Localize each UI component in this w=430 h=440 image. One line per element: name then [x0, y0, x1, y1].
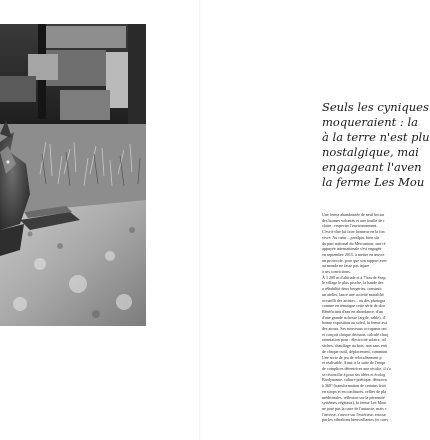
body-line: des bonnes volontés et une feuille de r	[322, 217, 385, 223]
body-line: bonne exposition au soleil, la ferme ava	[322, 320, 388, 326]
headline-line: Seuls les cyniques	[322, 100, 429, 114]
body-line: en sirops et en confitures, cellier de pla	[322, 388, 387, 394]
body-line: un protocole, pour que son rapport avec	[322, 257, 388, 263]
body-line: appuyée internationale s'est engagée	[322, 246, 382, 252]
body-line: le village le plus proche, la bande des	[322, 280, 384, 286]
page-gutter	[199, 0, 201, 440]
cat-photo-image	[0, 24, 146, 326]
article-body	[322, 212, 400, 423]
body-line: ne joue pas la carte de l'autarcie, mais c	[322, 405, 387, 411]
body-line: l'inverse, s'ouvre sur l'extérieur, encour	[322, 411, 386, 417]
body-line: Biodynamie, culture poétique, démocra	[322, 377, 387, 383]
body-line: se réconcilie à pour ses idées et écolog	[322, 371, 386, 377]
body-line: au monde ne fasse pas injure	[322, 263, 370, 269]
body-line: comme en témoigne cette série de dou	[322, 303, 385, 309]
body-line: À 1 200 m d'altitude et à 7 km de Sosp	[322, 274, 386, 280]
cat-photo	[0, 24, 146, 326]
body-line: vivre. Au cœur – préalpin, bien sûr	[322, 234, 380, 240]
body-line: Une sorte de jeu de relocalisement p	[322, 354, 382, 360]
body-line: C'est-à-dire lui faire honneur en la fon	[322, 229, 385, 235]
body-line: des atouts. Ses nouveaux occupants ont	[322, 326, 387, 332]
body-line: à 360° (transformation de certains fruit	[322, 383, 386, 389]
body-line: Une ferme abandonnée de neuf hectar	[322, 212, 385, 217]
body-line: à ses convictions.	[322, 269, 351, 275]
body-line: orientation pour : électricité solaire, tol	[322, 337, 386, 343]
headline	[322, 100, 430, 190]
body-line: du parc national du Mercantour, une ré	[322, 240, 386, 246]
body-line: d'une grande richesse (argile, sable), d'	[322, 314, 386, 320]
body-line: accueilli des artistes... ou des photogra	[322, 297, 386, 303]
body-line: a réhabilité deux bergeries, construit	[322, 286, 382, 292]
headline-line: moqueraient : la	[322, 115, 418, 129]
body-line: de complices détentrices une récolte, il s'a	[322, 365, 391, 371]
headline-line: engageant l'aven	[322, 160, 422, 174]
headline-line: à la terre n'est plu	[322, 130, 430, 144]
body-line: médicinales, réflexion sur la pérennité	[322, 394, 385, 400]
body-line: en septembre 2015, à mettre en œuvre	[322, 251, 385, 257]
body-line: claire : respecter l'environnement.	[322, 223, 378, 229]
body-line: de chaque outil, déplacement, communi	[322, 348, 388, 354]
body-line: Bénéficiant d'eau en abondance, d'un	[322, 308, 383, 314]
body-line: un atelier, lancé une activité maraîchè	[322, 291, 384, 297]
body-line: systèmes végétaux), la ferme Les Mout	[322, 400, 387, 406]
headline-line: la ferme Les Mou	[322, 175, 425, 189]
headline-line: nostalgique, mai	[322, 145, 419, 159]
article-page	[322, 100, 430, 440]
body-line: et conçoit chaque décision, calculé chaq	[322, 331, 388, 337]
body-line: par les vibrations bienveillantes (et conv	[322, 417, 389, 423]
body-line: sèches, chauffage au bois, non sans enti	[322, 343, 387, 349]
body-line: et réalisable. Ainsi, à la suite de l'empr	[322, 360, 386, 366]
